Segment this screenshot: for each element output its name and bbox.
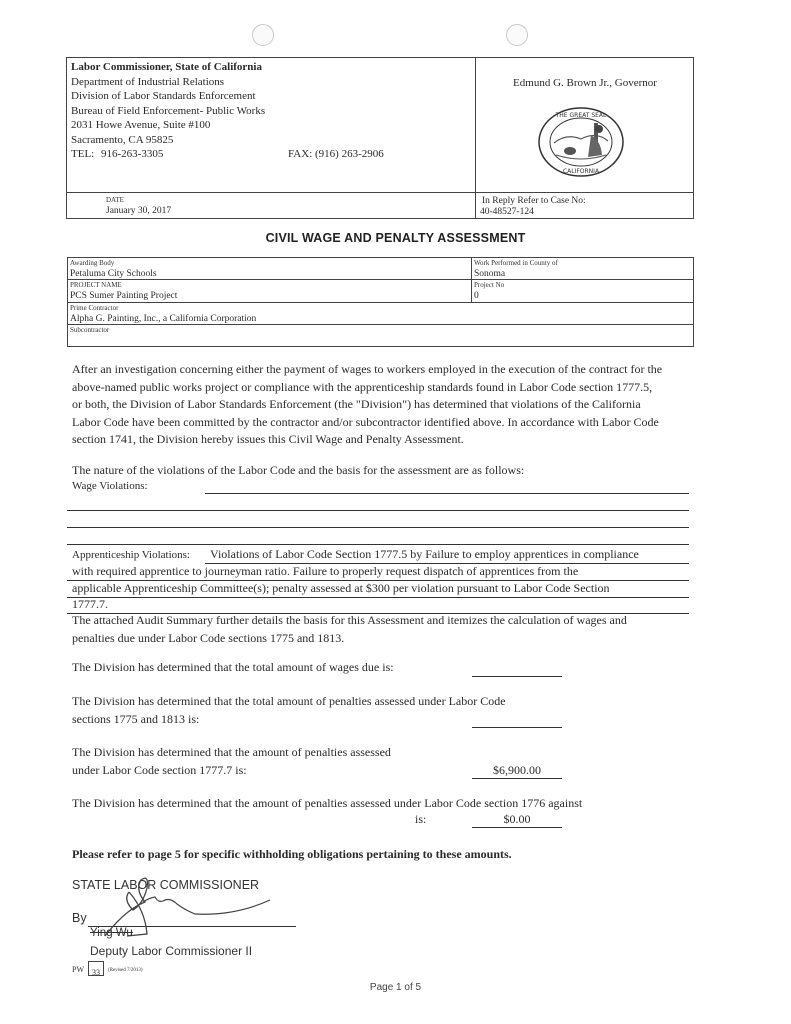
prime-contractor-label: Prime Contractor (70, 304, 119, 312)
penalties-line: sections 1775 and 1813 is: (72, 711, 200, 726)
svg-text:CALIFORNIA: CALIFORNIA (562, 168, 600, 175)
penalties-1776-amount: $0.00 (472, 811, 562, 828)
county-value: Sonoma (474, 269, 506, 279)
intro-line: After an investigation concerning either the payment of wages to workers employed in the execution of the contract for the (72, 362, 663, 376)
form-revised-date: (Revised 7/2013) (108, 968, 143, 973)
apprenticeship-line: with required apprentice to journeyman ratio. Failure to properly request dispatch of apprentices from the (72, 564, 579, 578)
county-label: Work Performed in County of (474, 259, 558, 267)
agency-street: 2031 Howe Avenue, Suite #100 (71, 119, 211, 131)
penalties-line: The Division has determined that the total amount of penalties assessed under Labor Code (72, 694, 506, 708)
date-label: DATE (106, 196, 124, 204)
penalties-1776-text: The Division has determined that the amount of penalties assessed under Labor Code section 1776 against (72, 796, 583, 810)
withholding-note: Please refer to page 5 for specific withholding obligations pertaining to these amounts. (72, 847, 512, 861)
punch-hole-left (252, 24, 274, 46)
wage-violations-line (67, 527, 689, 528)
agency-address (71, 60, 451, 162)
table-column-divider (471, 257, 472, 302)
case-number: 40-48527-124 (480, 207, 534, 217)
agency-department: Department of Industrial Relations (71, 75, 225, 88)
svg-text:THE GREAT SEAL: THE GREAT SEAL (555, 112, 607, 119)
by-label: By (72, 911, 87, 925)
agency-name: Labor Commissioner, State of California (71, 61, 262, 73)
agency-city: Sacramento, CA 95825 (71, 133, 174, 146)
project-no-label: Project No (474, 281, 505, 289)
wages-due-text: The Division has determined that the total amount of wages due is: (72, 660, 394, 674)
agency-division: Division of Labor Standards Enforcement (71, 90, 256, 102)
penalties-line: The Division has determined that the amount of penalties assessed (72, 745, 391, 759)
apprenticeship-line: 1777.7. (72, 597, 108, 611)
intro-line: Labor Code have been committed by the contractor and/or subcontractor identified above. In accordance with Labor Code (72, 414, 659, 429)
table-row-divider (67, 302, 694, 303)
tel-value: 916-263-3305 (101, 148, 164, 160)
apprenticeship-line: Violations of Labor Code Section 1777.5 by Failure to employ apprentices in compliance (210, 547, 639, 561)
form-prefix: PW (72, 965, 84, 974)
california-seal-icon (536, 105, 626, 179)
wage-violations-line (67, 510, 689, 511)
fax-value: FAX: (916) 263-2906 (288, 148, 384, 160)
awarding-body-label: Awarding Body (70, 259, 115, 267)
page-number: Page 1 of 5 (369, 982, 422, 993)
project-name-value: PCS Sumer Painting Project (70, 291, 178, 301)
agency-bureau: Bureau of Field Enforcement- Public Works (71, 104, 266, 117)
audit-line: The attached Audit Summary further details the basis for this Assessment and itemizes the calculation of wages and (72, 613, 627, 627)
project-name-label: PROJECT NAME (70, 281, 122, 289)
project-no-value: 0 (474, 291, 479, 301)
document-title: CIVIL WAGE AND PENALTY ASSESSMENT (265, 231, 526, 245)
wage-violations-line (67, 544, 689, 545)
awarding-body-value: Petaluma City Schools (70, 269, 157, 279)
wages-due-amount (472, 660, 562, 677)
apprenticeship-violations-label: Apprenticeship Violations: (72, 549, 190, 561)
penalties-1775-1813-amount (472, 711, 562, 728)
penalties-1777-7-amount: $6,900.00 (472, 762, 562, 779)
audit-summary-paragraph (72, 612, 712, 647)
date-value: January 30, 2017 (106, 206, 172, 216)
audit-line: penalties due under Labor Code sections 1775 and 1813. (72, 630, 345, 645)
form-number-box (88, 961, 104, 976)
intro-paragraph (72, 361, 712, 449)
signer-name: Ying Wu (90, 927, 133, 939)
prime-contractor-value: Alpha G. Painting, Inc., a California Corporation (70, 314, 257, 324)
wage-violations-label: Wage Violations: (72, 480, 148, 492)
tel-label: TEL: (71, 148, 95, 160)
letterhead-date-row-line (66, 192, 694, 193)
intro-line: or both, the Division of Labor Standards Enforcement (the "Division") has determined that violations of the California (72, 397, 641, 411)
penalties-line: under Labor Code section 1777.7 is: (72, 762, 247, 777)
intro-line: above-named public works project or compliance with the apprenticeship standards found in Labor Code section 1777.5, (72, 379, 653, 394)
penalties-1776-suffix: is: (415, 812, 427, 826)
penalties-1775-1813-text (72, 693, 506, 728)
intro-line: section 1741, the Division hereby issues this Civil Wage and Penalty Assessment. (72, 432, 464, 446)
table-row-divider (67, 279, 694, 280)
wage-violations-line (205, 493, 689, 494)
apprenticeship-line: applicable Apprenticeship Committee(s); penalty assessed at $300 per violation pursuant to Labor Code Section (72, 581, 610, 595)
form-number: 33 (92, 968, 100, 977)
letterhead-divider (475, 57, 476, 219)
nature-of-violations: The nature of the violations of the Labor Code and the basis for the assessment are as follows: (72, 463, 525, 477)
signer-title: Deputy Labor Commissioner II (90, 944, 253, 958)
apprenticeship-underline (67, 597, 689, 598)
penalties-1777-7-text (72, 744, 391, 779)
punch-hole-right (506, 24, 528, 46)
signature-office: STATE LABOR COMMISSIONER (72, 878, 260, 892)
governor-name: Edmund G. Brown Jr., Governor (513, 77, 657, 89)
subcontractor-label: Subcontractor (70, 326, 110, 334)
case-label: In Reply Refer to Case No: (482, 196, 586, 206)
